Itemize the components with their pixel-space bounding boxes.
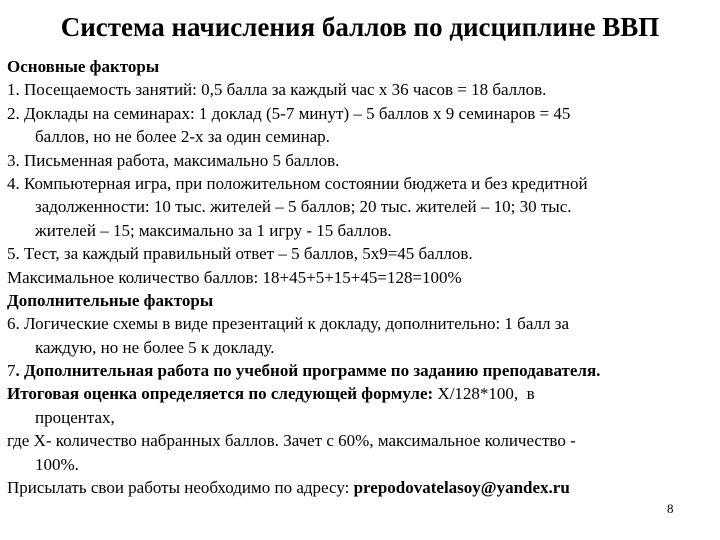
final-grade-formula: Х/128*100, в [433,384,535,404]
item-5: 5. Тест, за каждый правильный ответ – 5 баллов, 5х9=45 баллов. [7,244,473,264]
main-factors-heading: Основные факторы [7,57,160,76]
final-grade-label: Итоговая оценка определяется по следующей формуле: [7,384,434,404]
where-line-1: где Х- количество набранных баллов. Зачет с 60%, максимальное количество - [7,431,576,451]
item-4-line-1: 4. Компьютерная игра, при положительном состоянии бюджета и без кредитной [7,173,588,193]
item-4-line-2: задолженности: 10 тыс. жителей – 5 баллов; 20 тыс. жителей – 10; 30 тыс. [35,197,572,217]
additional-factors-heading: Дополнительные факторы [7,290,214,310]
final-grade-line-1 [7,382,715,405]
where-line-2: 100%. [35,454,79,474]
slide-body [7,55,715,499]
item-3: 3. Письменная работа, максимально 5 баллов. [7,150,340,170]
max-points: Максимальное количество баллов: 18+45+5+15+45=128=100% [7,267,462,287]
item-1: 1. Посещаемость занятий: 0,5 балла за каждый час х 36 часов = 18 баллов. [7,80,547,100]
item-7 [7,359,715,382]
page-number: 8 [667,501,674,516]
send-line [7,476,715,499]
item-7-text: . Дополнительная работа по учебной программе по заданию преподавателя. [15,361,601,381]
item-6-line-2: каждую, но не более 5 к докладу. [35,337,275,357]
slide-title: Система начисления баллов по дисциплине ВВП [60,12,660,42]
item-6-line-1: 6. Логические схемы в виде презентаций к докладу, дополнительно: 1 балл за [7,314,569,334]
item-2-line-2: баллов, но не более 2-х за один семинар. [35,127,330,147]
item-2-line-1: 2. Доклады на семинарах: 1 доклад (5-7 минут) – 5 баллов х 9 семинаров = 45 [7,103,571,123]
item-7-number: 7 [7,361,16,381]
final-grade-line-2: процентах, [35,407,115,427]
send-text: Присылать свои работы необходимо по адресу: [7,478,354,498]
item-4-line-3: жителей – 15; максимально за 1 игру - 15 баллов. [35,220,392,240]
email-address: prepodovatelasoy@yandex.ru [353,478,570,498]
